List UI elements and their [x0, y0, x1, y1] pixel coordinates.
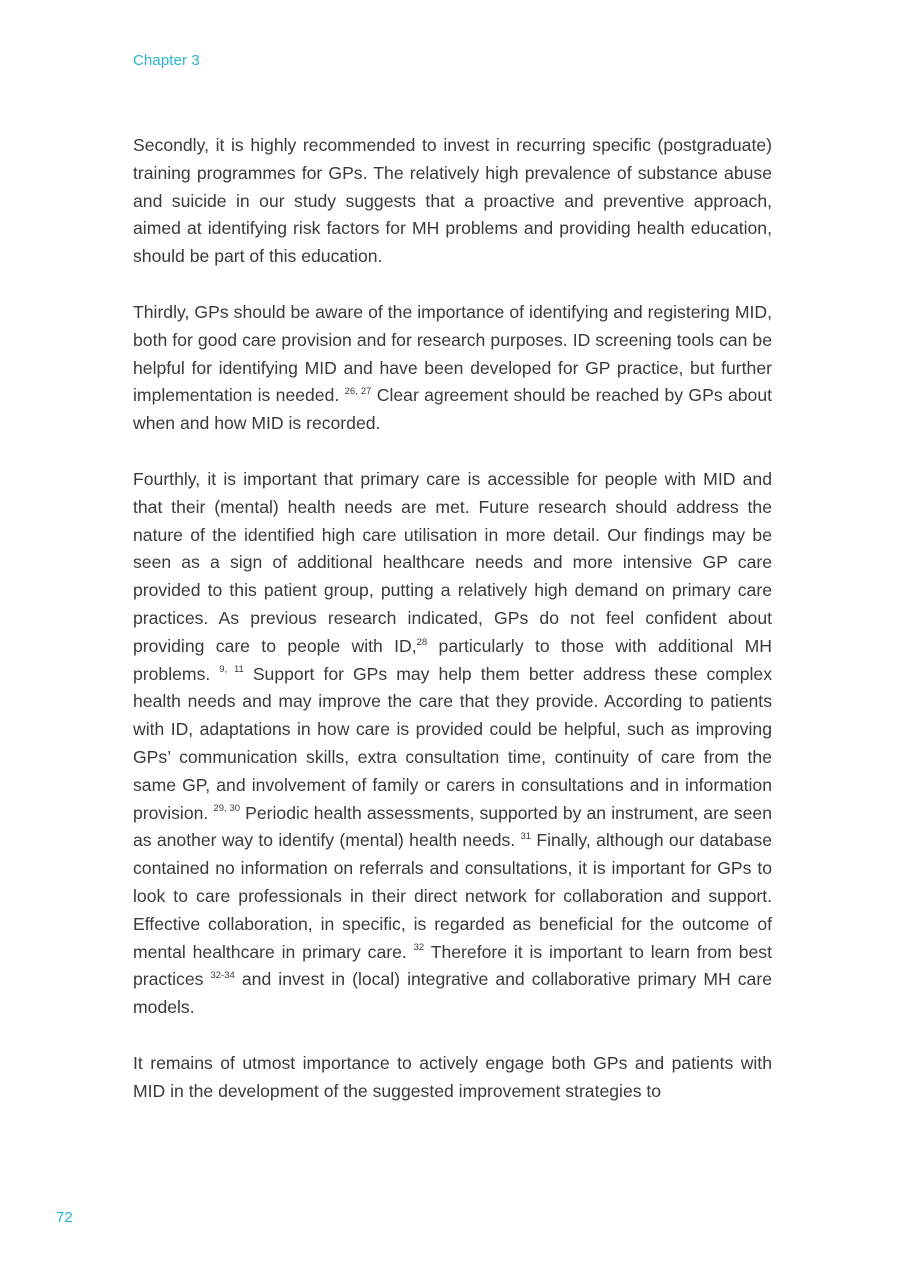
text-run: It remains of utmost importance to actively engage both GPs and patients with MID in the development of the suggested improvement strategies to [133, 1052, 772, 1101]
citation-superscript: 26, 27 [344, 386, 372, 398]
paragraph-secondly [133, 132, 772, 271]
text-run: Thirdly, GPs should be aware of the importance of identifying and registering MID, both for good care provision and for research purposes. ID screening tools can be helpful for identifying MID and have been developed for GP practice, but further implementation is needed. [133, 301, 772, 406]
paragraph-closing [133, 1050, 772, 1106]
running-head: Chapter 3 [133, 52, 200, 69]
text-run: Fourthly, it is important that primary care is accessible for people with MID and that their (mental) health needs are met. Future research should address the nature of the identified high care utilisation in more detail. Our findings may be seen as a sign of additional healthcare needs and more intensive GP care provided to this patient group, putting a relatively high demand on primary care practices. As previous research indicated, GPs do not feel confident about providing care to people with ID, [133, 468, 772, 656]
paragraph-thirdly [133, 299, 772, 438]
text-run: Finally, although our database contained no information on referrals and consultations, it is important for GPs to look to care professionals in their direct network for collaboration and support. Effective collaboration, in specific, is regarded as beneficial for the outcome of mental healthcare in primary care. [133, 830, 772, 962]
text-run: Periodic health assessments, supported by an instrument, are seen as another way to identify (mental) health needs. [133, 802, 772, 851]
text-run: and invest in (local) integrative and collaborative primary MH care models. [133, 969, 772, 1018]
text-run: particularly to those with additional MH problems. [133, 635, 773, 684]
citation-superscript: 29, 30 [213, 803, 241, 815]
paragraph-fourthly [133, 466, 772, 1022]
text-run: Secondly, it is highly recommended to invest in recurring specific (postgraduate) training programmes for GPs. The relatively high prevalence of substance abuse and suicide in our study suggests that a proactive and preventive approach, aimed at identifying risk factors for MH problems and providing health education, should be part of this education. [133, 135, 772, 267]
page-number: 72 [56, 1209, 73, 1226]
citation-superscript: 32-34 [210, 970, 235, 982]
text-run: Support for GPs may help them better address these complex health needs and may improve the care that they provide. According to patients with ID, adaptations in how care is provided could be helpful, such as improving GPs’ communication skills, extra consultation time, continuity of care from the same GP, and involvement of family or carers in consultations and in information provision. [133, 663, 772, 823]
citation-superscript: 31 [520, 831, 532, 843]
body-text [133, 132, 772, 1134]
citation-superscript: 9, 11 [219, 664, 244, 676]
citation-superscript: 32 [413, 942, 425, 954]
citation-superscript: 28 [416, 636, 428, 648]
text-run: Therefore it is important to learn from best practices [133, 941, 772, 990]
text-run: Clear agreement should be reached by GPs about when and how MID is recorded. [133, 385, 772, 434]
